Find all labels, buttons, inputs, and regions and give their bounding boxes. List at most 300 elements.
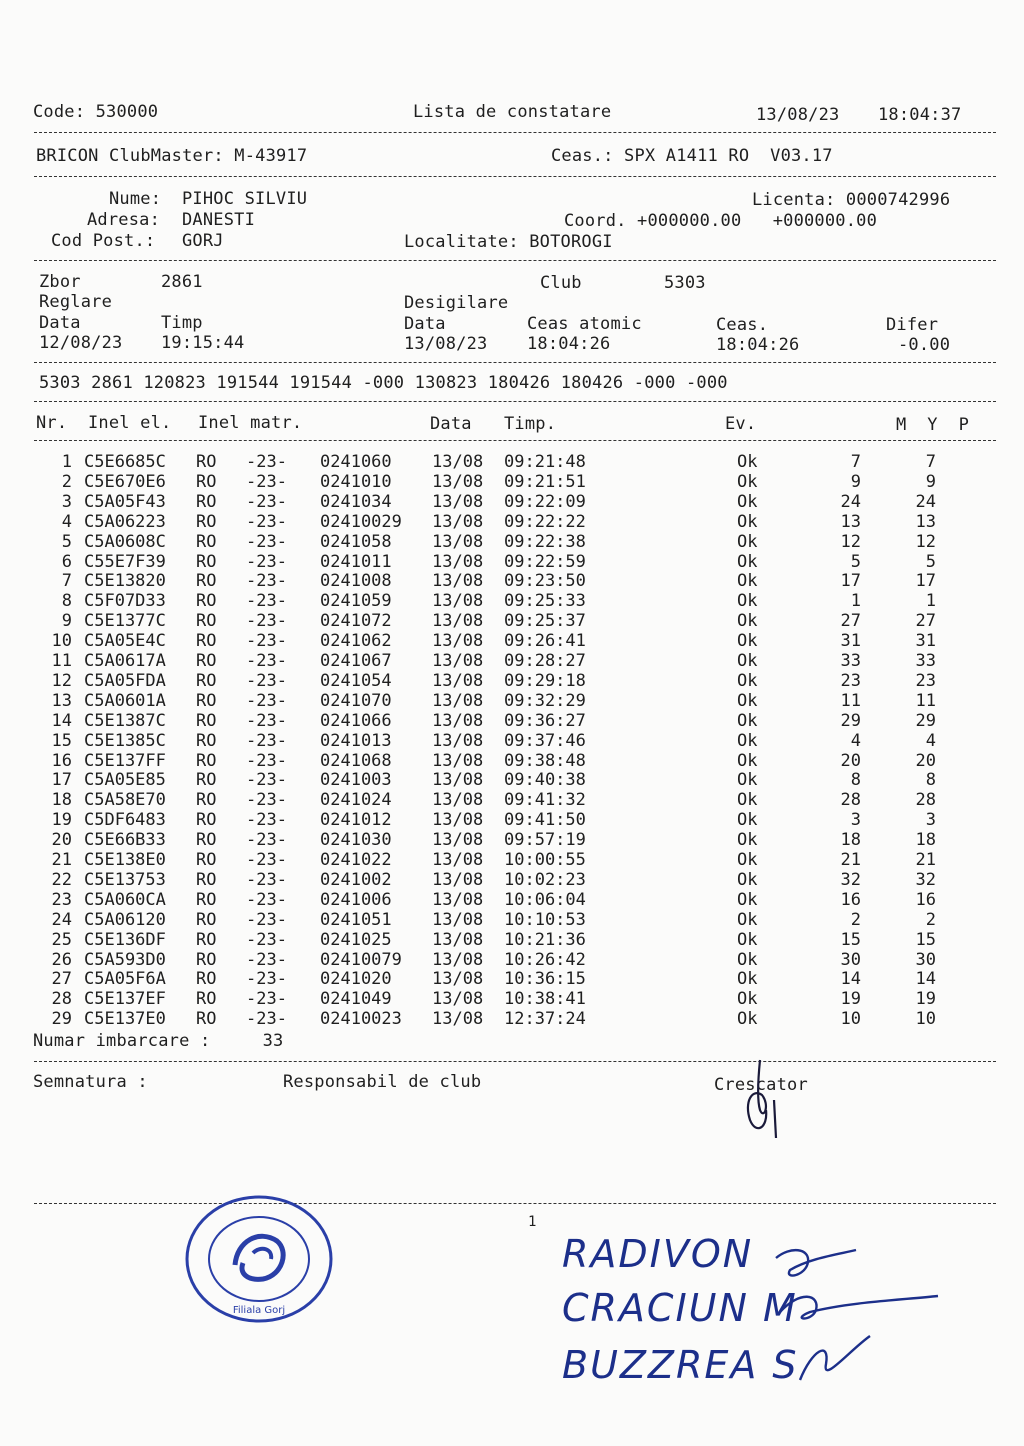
cell-matr: 0241025 (320, 929, 392, 950)
cell-date: 13/08 (432, 531, 484, 552)
cell-y: 29 (915, 710, 936, 731)
cell-yr: -23- (246, 909, 287, 930)
cell-inel: C5E6685C (84, 452, 166, 472)
cell-ev: Ok (737, 889, 758, 910)
cell-ev: Ok (737, 949, 758, 970)
cell-ev: Ok (737, 730, 758, 751)
cell-matr: 0241072 (320, 611, 392, 632)
cell-yr: -23- (246, 810, 287, 831)
cell-m: 17 (840, 571, 861, 592)
cell-ev: Ok (737, 591, 758, 612)
divider (34, 440, 996, 441)
cell-nr: 2 (61, 471, 72, 492)
cell-y: 2 (925, 909, 936, 930)
cell-ro: RO (196, 631, 217, 652)
signature-label: Semnatura : (33, 1072, 148, 1092)
cell-ro: RO (196, 949, 217, 970)
desigilare-label: Desigilare (404, 293, 509, 313)
cell-ro: RO (196, 929, 217, 950)
cell-ev: Ok (737, 869, 758, 890)
cell-nr: 18 (51, 790, 72, 811)
club-responsible-label: Responsabil de club (283, 1072, 482, 1092)
cell-yr: -23- (246, 651, 287, 671)
divider (34, 260, 996, 261)
cell-nr: 19 (51, 810, 72, 831)
owner-postcode: GORJ (182, 231, 224, 251)
reglare-time: 19:15:44 (161, 333, 245, 353)
cell-m: 32 (840, 869, 861, 890)
cell-m: 1 (850, 591, 861, 612)
cell-nr: 13 (51, 690, 72, 711)
cell-date: 13/08 (432, 452, 484, 472)
cell-ro: RO (196, 551, 217, 572)
table-row (0, 830, 1024, 850)
cell-ro: RO (196, 1009, 217, 1030)
cell-m: 14 (840, 969, 861, 990)
cell-time: 09:22:38 (504, 531, 586, 552)
cell-matr: 0241006 (320, 889, 392, 910)
cell-time: 09:26:41 (504, 631, 586, 652)
nume-label: Nume: (109, 189, 162, 209)
cell-time: 10:26:42 (504, 949, 586, 970)
cell-yr: -23- (246, 591, 287, 612)
cell-inel: C5E1377C (84, 611, 166, 632)
cell-ro: RO (196, 452, 217, 472)
cell-ev: Ok (737, 571, 758, 592)
cell-date: 13/08 (432, 889, 484, 910)
cell-m: 11 (840, 690, 861, 711)
cell-y: 4 (925, 730, 936, 751)
cell-time: 09:29:18 (504, 670, 586, 691)
table-row (0, 571, 1024, 591)
cell-matr: 0241054 (320, 670, 392, 691)
cell-ro: RO (196, 750, 217, 771)
cell-date: 13/08 (432, 670, 484, 691)
table-row (0, 731, 1024, 751)
table-row (0, 552, 1024, 572)
table-row (0, 890, 1024, 910)
owner-name: PIHOC SILVIU (182, 189, 308, 209)
cell-matr: 0241013 (320, 730, 392, 751)
table-row (0, 810, 1024, 830)
handwritten-name-3: BUZZREA S (562, 1343, 799, 1387)
cell-y: 7 (925, 452, 936, 472)
cell-m: 10 (840, 1009, 861, 1030)
cell-m: 12 (840, 531, 861, 552)
cell-time: 09:36:27 (504, 710, 586, 731)
cell-matr: 02410079 (320, 949, 402, 970)
cell-nr: 21 (51, 850, 72, 870)
cell-yr: -23- (246, 730, 287, 751)
cell-nr: 15 (51, 730, 72, 751)
cell-ev: Ok (737, 511, 758, 532)
cell-nr: 28 (51, 989, 72, 1010)
col-inel-matr: Inel matr. (198, 413, 303, 433)
cell-date: 13/08 (432, 989, 484, 1010)
cell-inel: C5E66B33 (84, 830, 166, 851)
code-label: Code: 530000 (33, 102, 159, 122)
breeder-label: Crescator (714, 1075, 808, 1095)
cell-time: 10:10:53 (504, 909, 586, 930)
cell-yr: -23- (246, 869, 287, 890)
boarding-count: Numar imbarcare : 33 (33, 1031, 284, 1051)
table-row (0, 671, 1024, 691)
cell-ro: RO (196, 969, 217, 990)
cell-date: 13/08 (432, 710, 484, 731)
cell-m: 13 (840, 511, 861, 532)
col-data: Data (430, 414, 472, 434)
cell-ro: RO (196, 850, 217, 870)
cell-nr: 20 (51, 830, 72, 851)
cell-inel: C5A593D0 (84, 949, 166, 970)
cell-date: 13/08 (432, 969, 484, 990)
cell-time: 09:41:32 (504, 790, 586, 811)
cell-m: 27 (840, 611, 861, 632)
cell-inel: C5E137E0 (84, 1009, 166, 1030)
cell-m: 9 (850, 471, 861, 492)
cell-inel: C5F07D33 (84, 591, 166, 612)
cell-ro: RO (196, 471, 217, 492)
table-row (0, 512, 1024, 532)
cell-y: 9 (925, 471, 936, 492)
cell-m: 29 (840, 710, 861, 731)
table-row (0, 751, 1024, 771)
handwritten-signatures (760, 1240, 990, 1400)
table-row (0, 532, 1024, 552)
cell-m: 31 (840, 631, 861, 652)
cell-matr: 02410023 (320, 1009, 402, 1030)
cell-inel: C5E136DF (84, 929, 166, 950)
cell-time: 10:21:36 (504, 929, 586, 950)
cell-ev: Ok (737, 969, 758, 990)
reglare-label: Reglare (39, 292, 113, 312)
cell-nr: 1 (61, 452, 72, 472)
cell-nr: 23 (51, 889, 72, 910)
cell-date: 13/08 (432, 571, 484, 592)
cell-yr: -23- (246, 989, 287, 1010)
cell-ev: Ok (737, 491, 758, 512)
cell-ro: RO (196, 690, 217, 711)
cell-time: 10:06:04 (504, 889, 586, 910)
cell-ev: Ok (737, 1009, 758, 1030)
cell-date: 13/08 (432, 491, 484, 512)
cell-date: 13/08 (432, 1009, 484, 1030)
ceas-label: Ceas. (716, 315, 769, 335)
cell-date: 13/08 (432, 770, 484, 791)
cell-inel: C55E7F39 (84, 551, 166, 572)
cell-y: 10 (915, 1009, 936, 1030)
cell-m: 8 (850, 770, 861, 791)
table-row (0, 989, 1024, 1009)
cell-yr: -23- (246, 452, 287, 472)
cell-matr: 0241058 (320, 531, 392, 552)
cell-time: 10:38:41 (504, 989, 586, 1010)
cell-ro: RO (196, 869, 217, 890)
cell-time: 09:41:50 (504, 810, 586, 831)
cell-m: 28 (840, 790, 861, 811)
cell-yr: -23- (246, 670, 287, 691)
cell-time: 09:22:22 (504, 511, 586, 532)
col-inel-el: Inel el. (88, 413, 172, 433)
cell-ev: Ok (737, 830, 758, 851)
cell-matr: 0241059 (320, 591, 392, 612)
col-timp: Timp. (504, 414, 557, 434)
table-row (0, 711, 1024, 731)
cell-time: 09:37:46 (504, 730, 586, 751)
cell-m: 16 (840, 889, 861, 910)
cell-time: 09:22:59 (504, 551, 586, 572)
data2-label: Data (404, 314, 446, 334)
page-title: Lista de constatare (413, 102, 612, 122)
cell-ro: RO (196, 571, 217, 592)
cell-ev: Ok (737, 989, 758, 1010)
cell-inel: C5E1387C (84, 710, 166, 731)
cell-nr: 11 (51, 651, 72, 671)
cell-y: 12 (915, 531, 936, 552)
cell-matr: 0241066 (320, 710, 392, 731)
table-row (0, 651, 1024, 671)
cell-m: 5 (850, 551, 861, 572)
clock-id: Ceas.: SPX A1411 RO V03.17 (551, 146, 833, 166)
cell-date: 13/08 (432, 949, 484, 970)
cell-date: 13/08 (432, 830, 484, 851)
cell-matr: 0241024 (320, 790, 392, 811)
cell-inel: C5A05E85 (84, 770, 166, 791)
table-row (0, 1009, 1024, 1029)
header-time: 18:04:37 (878, 105, 962, 125)
cell-time: 09:38:48 (504, 750, 586, 771)
cell-nr: 17 (51, 770, 72, 791)
divider (34, 132, 996, 133)
cell-nr: 4 (61, 511, 72, 532)
cell-m: 30 (840, 949, 861, 970)
cell-inel: C5A06120 (84, 909, 166, 930)
cell-ev: Ok (737, 611, 758, 632)
cell-m: 23 (840, 670, 861, 691)
cell-inel: C5A05F43 (84, 491, 166, 512)
cell-inel: C5A0608C (84, 531, 166, 552)
cell-y: 32 (915, 869, 936, 890)
cell-matr: 0241068 (320, 750, 392, 771)
cell-m: 20 (840, 750, 861, 771)
divider (34, 401, 996, 402)
cell-nr: 26 (51, 949, 72, 970)
cell-nr: 3 (61, 491, 72, 512)
cell-nr: 6 (61, 551, 72, 572)
owner-address: DANESTI (182, 210, 256, 230)
cell-inel: C5E1385C (84, 730, 166, 751)
cell-ev: Ok (737, 810, 758, 831)
table-row (0, 969, 1024, 989)
cell-yr: -23- (246, 850, 287, 870)
cell-date: 13/08 (432, 471, 484, 492)
table-row (0, 770, 1024, 790)
licence: Licenta: 0000742996 (752, 190, 951, 210)
cell-inel: C5A05F6A (84, 969, 166, 990)
cell-nr: 24 (51, 909, 72, 930)
cell-inel: C5E137FF (84, 750, 166, 771)
locality: Localitate: BOTOROGI (404, 232, 613, 252)
cell-y: 30 (915, 949, 936, 970)
cell-ro: RO (196, 989, 217, 1010)
cell-inel: C5E138E0 (84, 850, 166, 870)
cell-m: 21 (840, 850, 861, 870)
header-date: 13/08/23 (756, 105, 840, 125)
cell-yr: -23- (246, 690, 287, 711)
cell-y: 13 (915, 511, 936, 532)
cell-ro: RO (196, 730, 217, 751)
cell-yr: -23- (246, 551, 287, 572)
cell-time: 09:57:19 (504, 830, 586, 851)
cell-y: 21 (915, 850, 936, 870)
cell-date: 13/08 (432, 690, 484, 711)
cell-ev: Ok (737, 770, 758, 791)
cell-matr: 0241051 (320, 909, 392, 930)
cell-y: 17 (915, 571, 936, 592)
cell-inel: C5A0617A (84, 651, 166, 671)
data-label: Data (39, 313, 81, 333)
cell-date: 13/08 (432, 869, 484, 890)
cell-time: 09:25:33 (504, 591, 586, 612)
cell-matr: 0241003 (320, 770, 392, 791)
cell-yr: -23- (246, 969, 287, 990)
cell-ev: Ok (737, 850, 758, 870)
col-myp: M Y P (896, 415, 970, 435)
cell-nr: 9 (61, 611, 72, 632)
cell-inel: C5DF6483 (84, 810, 166, 831)
cell-ev: Ok (737, 750, 758, 771)
clock-time: 18:04:26 (716, 335, 800, 355)
atomic-time: 18:04:26 (527, 334, 611, 354)
cell-y: 23 (915, 670, 936, 691)
cell-ro: RO (196, 909, 217, 930)
table-row (0, 452, 1024, 472)
cell-inel: C5E137EF (84, 989, 166, 1010)
cell-nr: 16 (51, 750, 72, 771)
cell-inel: C5E13820 (84, 571, 166, 592)
cell-matr: 0241034 (320, 491, 392, 512)
cell-ev: Ok (737, 909, 758, 930)
cell-inel: C5A05E4C (84, 631, 166, 652)
cell-ro: RO (196, 531, 217, 552)
cell-date: 13/08 (432, 790, 484, 811)
cell-yr: -23- (246, 531, 287, 552)
cod-label: Cod Post.: (51, 231, 156, 251)
cell-time: 10:02:23 (504, 869, 586, 890)
cell-yr: -23- (246, 631, 287, 652)
divider (34, 1203, 996, 1204)
cell-yr: -23- (246, 710, 287, 731)
cell-ro: RO (196, 770, 217, 791)
cell-time: 10:00:55 (504, 850, 586, 870)
cell-matr: 0241060 (320, 452, 392, 472)
cell-ev: Ok (737, 631, 758, 652)
cell-ro: RO (196, 710, 217, 731)
cell-yr: -23- (246, 790, 287, 811)
cell-inel: C5A05FDA (84, 670, 166, 691)
table-row (0, 591, 1024, 611)
cell-y: 5 (925, 551, 936, 572)
cell-ro: RO (196, 591, 217, 612)
cell-date: 13/08 (432, 651, 484, 671)
cell-date: 13/08 (432, 511, 484, 532)
cell-m: 2 (850, 909, 861, 930)
cell-nr: 7 (61, 571, 72, 592)
cell-date: 13/08 (432, 631, 484, 652)
ceas-atomic-label: Ceas atomic (527, 314, 642, 334)
breeder-signature (730, 1050, 800, 1150)
cell-matr: 0241008 (320, 571, 392, 592)
table-row (0, 611, 1024, 631)
divider (34, 362, 996, 363)
cell-ev: Ok (737, 670, 758, 691)
cell-nr: 22 (51, 869, 72, 890)
cell-ro: RO (196, 830, 217, 851)
cell-matr: 02410029 (320, 511, 402, 532)
cell-matr: 0241011 (320, 551, 392, 572)
table-row (0, 950, 1024, 970)
handwritten-name-1: RADIVON (562, 1232, 754, 1276)
table-row (0, 790, 1024, 810)
cell-yr: -23- (246, 949, 287, 970)
cell-date: 13/08 (432, 850, 484, 870)
cell-date: 13/08 (432, 909, 484, 930)
table-row (0, 850, 1024, 870)
table-row (0, 492, 1024, 512)
cell-ev: Ok (737, 929, 758, 950)
cell-m: 19 (840, 989, 861, 1010)
cell-ro: RO (196, 670, 217, 691)
cell-inel: C5E670E6 (84, 471, 166, 492)
cell-inel: C5E13753 (84, 869, 166, 890)
cell-ro: RO (196, 511, 217, 532)
cell-ev: Ok (737, 790, 758, 811)
cell-y: 15 (915, 929, 936, 950)
cell-matr: 0241049 (320, 989, 392, 1010)
cell-matr: 0241020 (320, 969, 392, 990)
coordinates: Coord. +000000.00 +000000.00 (564, 211, 878, 231)
cell-ev: Ok (737, 471, 758, 492)
cell-m: 18 (840, 830, 861, 851)
cell-m: 15 (840, 929, 861, 950)
cell-yr: -23- (246, 471, 287, 492)
cell-date: 13/08 (432, 810, 484, 831)
cell-m: 7 (850, 452, 861, 472)
svg-text:Filiala Gorj: Filiala Gorj (232, 1305, 286, 1316)
cell-yr: -23- (246, 1009, 287, 1030)
desigilare-date: 13/08/23 (404, 334, 488, 354)
cell-date: 13/08 (432, 750, 484, 771)
zbor-value: 2861 (161, 272, 203, 292)
cell-time: 09:23:50 (504, 571, 586, 592)
cell-matr: 0241067 (320, 651, 392, 671)
cell-m: 24 (840, 491, 861, 512)
cell-nr: 8 (61, 591, 72, 612)
cell-date: 13/08 (432, 551, 484, 572)
cell-nr: 29 (51, 1009, 72, 1030)
cell-ro: RO (196, 790, 217, 811)
cell-y: 24 (915, 491, 936, 512)
cell-inel: C5A06223 (84, 511, 166, 532)
cell-matr: 0241012 (320, 810, 392, 831)
col-ev: Ev. (725, 414, 757, 434)
cell-y: 28 (915, 790, 936, 811)
cell-nr: 5 (61, 531, 72, 552)
cell-ro: RO (196, 651, 217, 671)
cell-yr: -23- (246, 830, 287, 851)
cell-matr: 0241010 (320, 471, 392, 492)
cell-time: 09:22:09 (504, 491, 586, 512)
